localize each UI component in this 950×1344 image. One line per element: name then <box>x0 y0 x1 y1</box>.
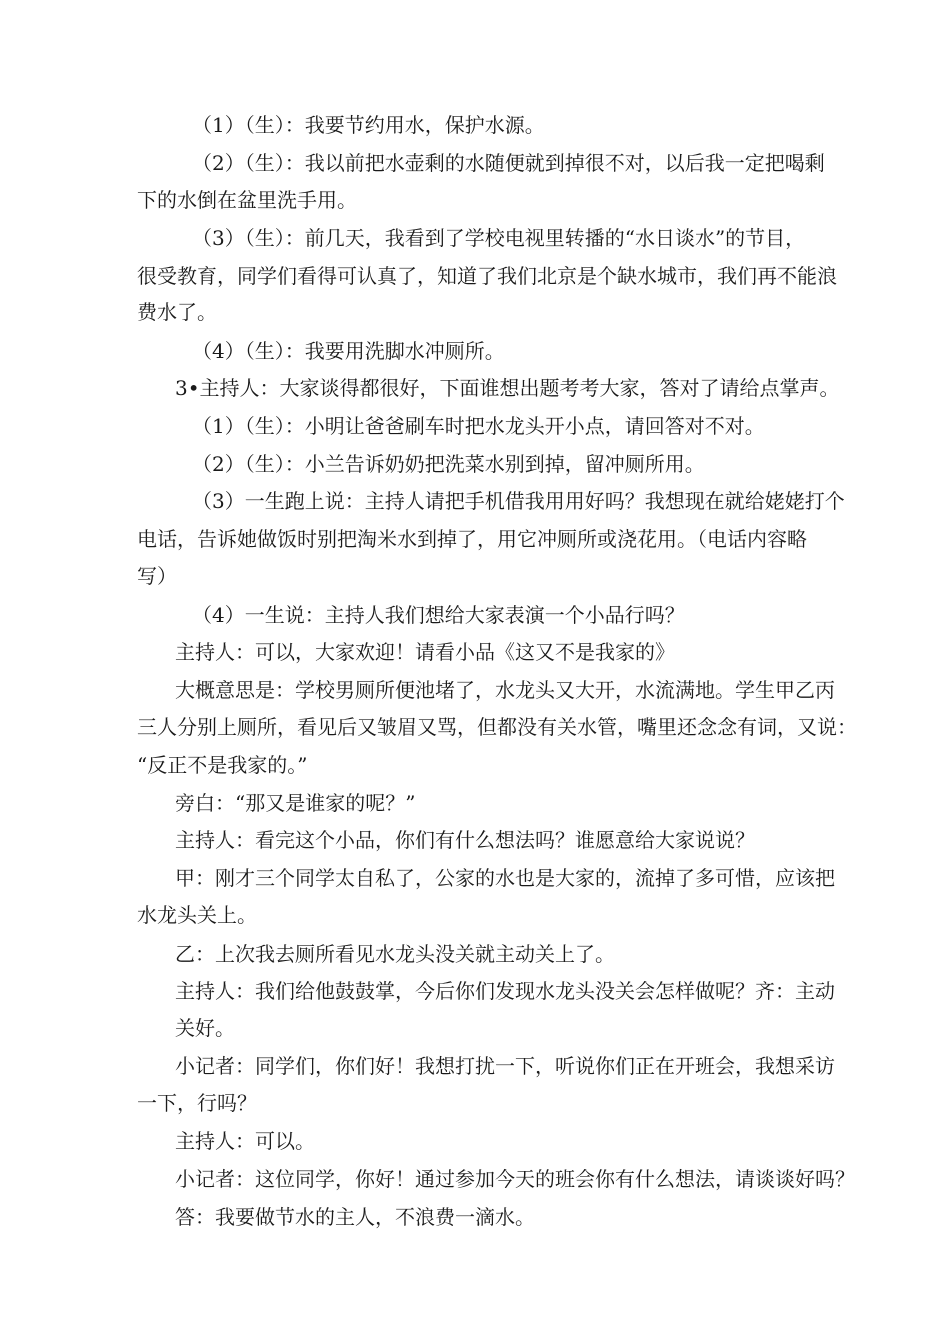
paragraph-line: “反正不是我家的。” <box>137 753 308 777</box>
paragraph-line: 乙：上次我去厕所看见水龙头没关就主动关上了。 <box>175 942 615 966</box>
paragraph-line: （1）（生）：我要节约用水，保护水源。 <box>192 113 545 137</box>
paragraph-line: 水龙头关上。 <box>137 903 257 927</box>
paragraph-line: （2）（生）：小兰告诉奶奶把洗菜水别到掉，留冲厕所用。 <box>192 452 705 476</box>
paragraph-line: 小记者：这位同学，你好！通过参加今天的班会你有什么想法，请谈谈好吗？ <box>175 1167 855 1191</box>
paragraph-line: （4）一生说：主持人我们想给大家表演一个小品行吗？ <box>192 603 685 627</box>
paragraph-line: 旁白：“那又是谁家的呢？” <box>175 791 416 815</box>
paragraph-line: （3）一生跑上说：主持人请把手机借我用用好吗？我想现在就给姥姥打个 <box>192 489 845 513</box>
paragraph-line: （1）（生）：小明让爸爸刷车时把水龙头开小点，请回答对不对。 <box>192 414 765 438</box>
paragraph-line: 很受教育，同学们看得可认真了，知道了我们北京是个缺水城市，我们再不能浪 <box>137 264 837 288</box>
paragraph-line: 大概意思是：学校男厕所便池堵了，水龙头又大开，水流满地。学生甲乙丙 <box>175 678 835 702</box>
paragraph-line: 一下，行吗？ <box>137 1091 257 1115</box>
paragraph-line: 主持人：可以，大家欢迎！请看小品《这又不是我家的》 <box>175 640 675 664</box>
paragraph-line: 主持人：看完这个小品，你们有什么想法吗？谁愿意给大家说说？ <box>175 828 755 852</box>
paragraph-line: 下的水倒在盆里洗手用。 <box>137 188 357 212</box>
paragraph-line: （4）（生）：我要用洗脚水冲厕所。 <box>192 339 505 363</box>
paragraph-line: 答：我要做节水的主人，不浪费一滴水。 <box>175 1205 535 1229</box>
paragraph-line: 小记者：同学们，你们好！我想打扰一下，听说你们正在开班会，我想采访 <box>175 1054 835 1078</box>
paragraph-line: 主持人：可以。 <box>175 1129 315 1153</box>
paragraph-line: 主持人：我们给他鼓鼓掌，今后你们发现水龙头没关会怎样做呢？齐：主动 <box>175 979 835 1003</box>
paragraph-line: 3•主持人：大家谈得都很好，下面谁想出题考考大家，答对了请给点掌声。 <box>175 376 840 400</box>
paragraph-line: 三人分别上厕所，看见后又皱眉又骂，但都没有关水管，嘴里还念念有词，又说： <box>137 715 857 739</box>
paragraph-line: 甲：刚才三个同学太自私了，公家的水也是大家的，流掉了多可惜，应该把 <box>175 866 835 890</box>
paragraph-line: 电话，告诉她做饭时别把淘米水到掉了，用它冲厕所或浇花用。（电话内容略 <box>137 527 807 551</box>
paragraph-line: 关好。 <box>175 1016 235 1040</box>
paragraph-line: 写） <box>137 564 177 588</box>
paragraph-line: （3）（生）：前几天，我看到了学校电视里转播的“水日谈水”的节目， <box>192 226 806 250</box>
paragraph-line: 费水了。 <box>137 300 217 324</box>
paragraph-line: （2）（生）：我以前把水壶剩的水随便就到掉很不对，以后我一定把喝剩 <box>192 151 825 175</box>
